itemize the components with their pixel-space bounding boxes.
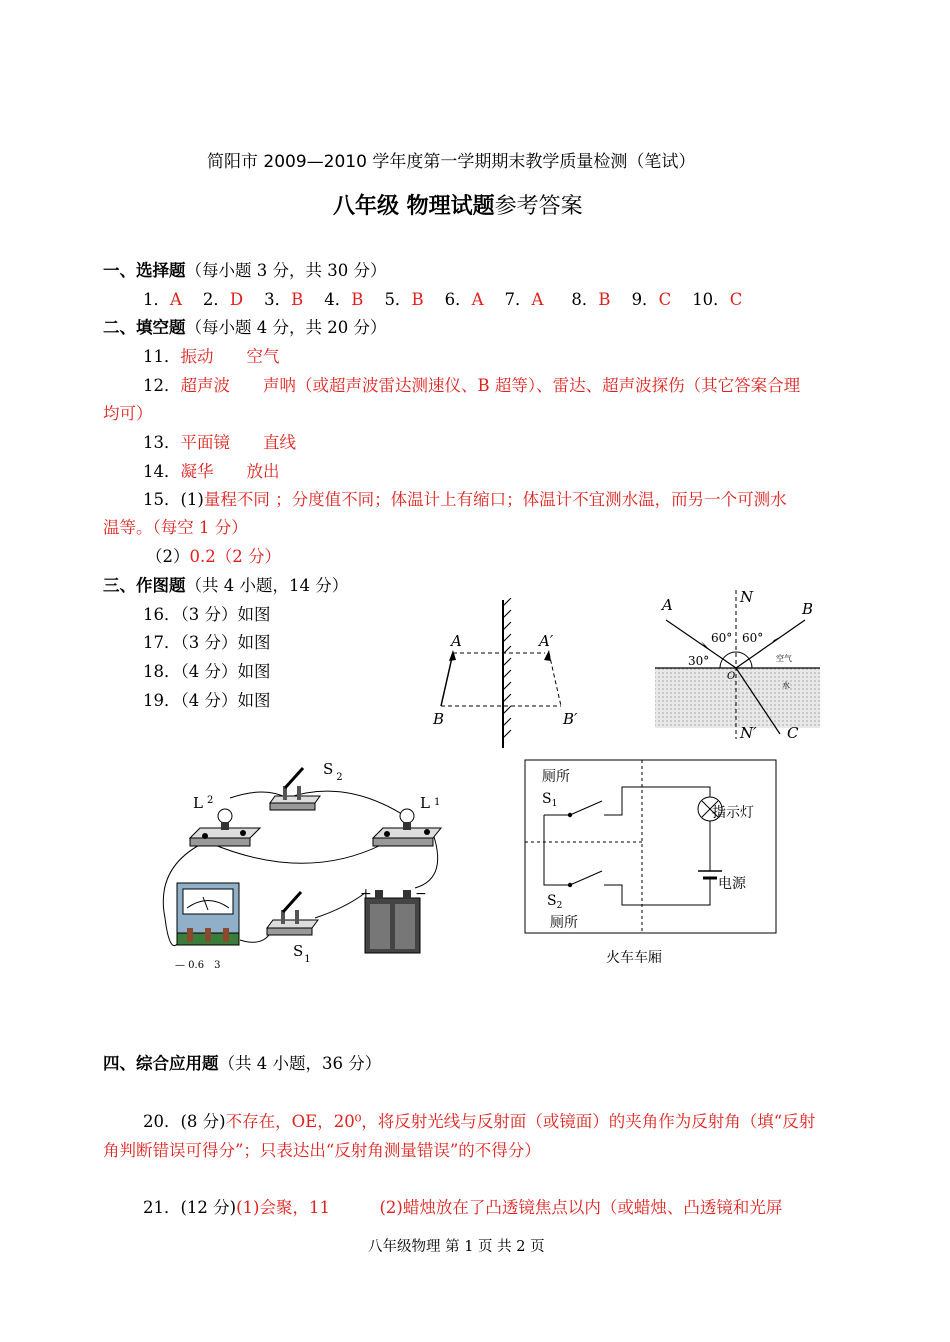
ammeter-scale-labels: — 0.6 3 (175, 960, 221, 971)
battery-minus-label: − (415, 886, 427, 902)
page-footer: 八年级物理 第 1 页 共 2 页 (368, 1239, 545, 1255)
choice-answer-item (203, 290, 243, 309)
toilet-label-2: 厕所 (550, 915, 578, 931)
section-3-heading (103, 572, 348, 596)
toilet-label-1: 厕所 (542, 769, 570, 785)
ammeter (177, 883, 239, 945)
q14-num: 14． (143, 462, 181, 481)
choice-number: 10． (692, 290, 730, 309)
battery (365, 890, 420, 953)
choice-answer-item (264, 290, 303, 309)
lamp-l1 (373, 809, 441, 846)
choice-number: 9． (631, 290, 659, 309)
section-1-title: 一、选择题 (103, 261, 186, 280)
q14-answer-1: 凝华 (180, 462, 214, 481)
q12 (143, 372, 800, 396)
choice-number: 5． (384, 290, 412, 309)
choice-number: 3． (264, 290, 292, 309)
choice-answer-item (445, 290, 484, 309)
q13-answer-2: 直线 (263, 433, 296, 452)
q15-answer-cont: 温等。（每空 1 分） (103, 518, 248, 537)
ray-c-label: C (787, 724, 799, 742)
choice-number: 6． (444, 290, 472, 309)
figure-caption: 火车车厢 (606, 950, 662, 966)
switch-s1-label: $S_1$ (293, 942, 311, 965)
point-b-image-label: B′ (563, 710, 578, 728)
point-o-label: O (727, 671, 736, 682)
choice-number: 4． (324, 290, 352, 309)
power-source-label: 电源 (718, 876, 746, 892)
angle-60-left: 60° (711, 631, 733, 645)
q11 (143, 343, 280, 367)
choice-answer-item (324, 290, 363, 309)
carriage-outline (525, 760, 776, 933)
switch-s2-label: $S_2$ (547, 893, 563, 911)
switch-s1 (267, 892, 318, 935)
choice-answer-item (505, 290, 544, 309)
angle-30: 30° (688, 654, 710, 668)
choice-answer: B (411, 290, 424, 309)
section-3-note: （共 4 小题，14 分） (185, 576, 349, 595)
q21-num: 21．(12 分) (143, 1198, 237, 1217)
q16: 16．（3 分）如图 (143, 605, 271, 624)
q12-answer: 超声波 声呐（或超声波雷达测速仪、B 超等）、雷达、超声波探伤（其它答案合理 (180, 376, 801, 395)
air-label: 空气 (776, 654, 792, 663)
choice-answer-item (692, 290, 742, 309)
q14-answer-2: 放出 (246, 462, 280, 481)
q15-part2-num: （2） (146, 547, 190, 566)
lamp-l2-label: L $^2$ (193, 794, 214, 812)
answer-title-bold: 八年级 物理试题 (333, 194, 495, 219)
choice-answer: D (229, 290, 244, 309)
normal-n-image-label: N′ (740, 724, 757, 742)
section-4-title: 四、综合应用题 (103, 1054, 219, 1073)
choice-number: 2． (202, 290, 230, 309)
choice-answer: A (531, 290, 544, 309)
q15-answer: 量程不同 ；分度值不同；体温计上有缩口；体温计不宜测水温，而另一个可测水 (203, 490, 787, 509)
train-circuit-figure (522, 757, 782, 972)
water-label: 水 (782, 681, 790, 690)
water-region (655, 668, 820, 728)
switch-s2-label: S $_2$ (323, 760, 343, 783)
reflection-figure (650, 584, 825, 746)
q18: 18．（4 分）如图 (143, 662, 271, 681)
q20-answer: 不存在，OE，20⁰，将反射光线与反射面（或镜面）的夹角作为反射角（填“反射 (225, 1112, 816, 1131)
choice-answer: C (658, 290, 672, 309)
ray-b-label: B (802, 600, 814, 618)
choice-answer-item (143, 290, 182, 309)
choice-answer: A (170, 290, 182, 309)
q14 (143, 458, 280, 482)
q19: 19．（4 分）如图 (143, 691, 271, 710)
section-4-note: （共 4 小题，36 分） (218, 1054, 382, 1073)
q13-answer-1: 平面镜 (180, 433, 230, 452)
choice-answer-item (571, 290, 610, 309)
q21-answer: (1)会聚，11 (2)蜡烛放在了凸透镜焦点以内（或蜡烛、凸透镜和光屏 (236, 1198, 783, 1217)
q11-answer-2: 空气 (246, 347, 280, 366)
choice-answer: C (729, 290, 743, 309)
section-1-heading (103, 257, 386, 281)
q15-num: 15．(1) (143, 490, 204, 509)
q15-part2 (146, 543, 281, 567)
q11-num: 11． (143, 347, 181, 366)
section-2-note: （每小题 4 分，共 20 分） (185, 318, 387, 337)
q13-num: 13． (143, 433, 181, 452)
choice-number: 7． (504, 290, 532, 309)
q11-answer-1: 振动 (180, 347, 214, 366)
answer-title (333, 189, 583, 220)
switch-s1-label: $S_1$ (542, 791, 558, 809)
q12-num: 12． (143, 376, 181, 395)
choice-number: 1． (143, 290, 170, 309)
choice-answer: A (471, 290, 484, 309)
choice-number: 8． (571, 290, 599, 309)
choice-answer: B (351, 290, 364, 309)
mirror-figure (425, 598, 595, 750)
exam-title: 简阳市 2009—2010 学年度第一学期期末教学质量检测（笔试） (207, 152, 696, 172)
circuit-figure (155, 758, 445, 973)
q20-answer-cont: 角判断错误可得分”；只表达出“反射角测量错误”的不得分） (103, 1141, 541, 1160)
q21 (143, 1194, 782, 1218)
point-a-label: A (451, 632, 462, 650)
section-2-heading (103, 314, 386, 338)
indicator-lamp-label: 指示灯 (712, 805, 754, 821)
choice-answer: B (598, 290, 611, 309)
section-2-title: 二、填空题 (103, 318, 186, 337)
answer-title-rest: 参考答案 (494, 194, 583, 219)
ray-a-label: A (662, 596, 673, 614)
choice-answer-item (632, 290, 672, 309)
lamp-l2 (190, 809, 260, 846)
q15-part2-answer: 0.2（2 分） (189, 547, 281, 566)
point-b-label: B (433, 710, 445, 728)
normal-n-label: N (740, 588, 754, 606)
battery-plus-label: + (360, 886, 372, 902)
q20-num: 20．(8 分) (143, 1112, 226, 1131)
choice-answers (143, 286, 763, 310)
q13 (143, 429, 296, 453)
point-a-image-label: A′ (539, 632, 554, 650)
q12-answer-cont: 均可） (103, 404, 153, 423)
choice-answer: B (291, 290, 304, 309)
section-4-heading (103, 1050, 381, 1074)
section-3-title: 三、作图题 (103, 576, 186, 595)
q20 (143, 1108, 815, 1132)
q17: 17．（3 分）如图 (143, 633, 271, 652)
choice-answer-item (384, 290, 423, 309)
angle-60-right: 60° (742, 631, 764, 645)
lamp-l1-label: L $^1$ (420, 794, 441, 812)
q15 (143, 486, 787, 510)
section-1-note: （每小题 3 分，共 30 分） (185, 261, 387, 280)
switch-s2 (270, 768, 320, 810)
